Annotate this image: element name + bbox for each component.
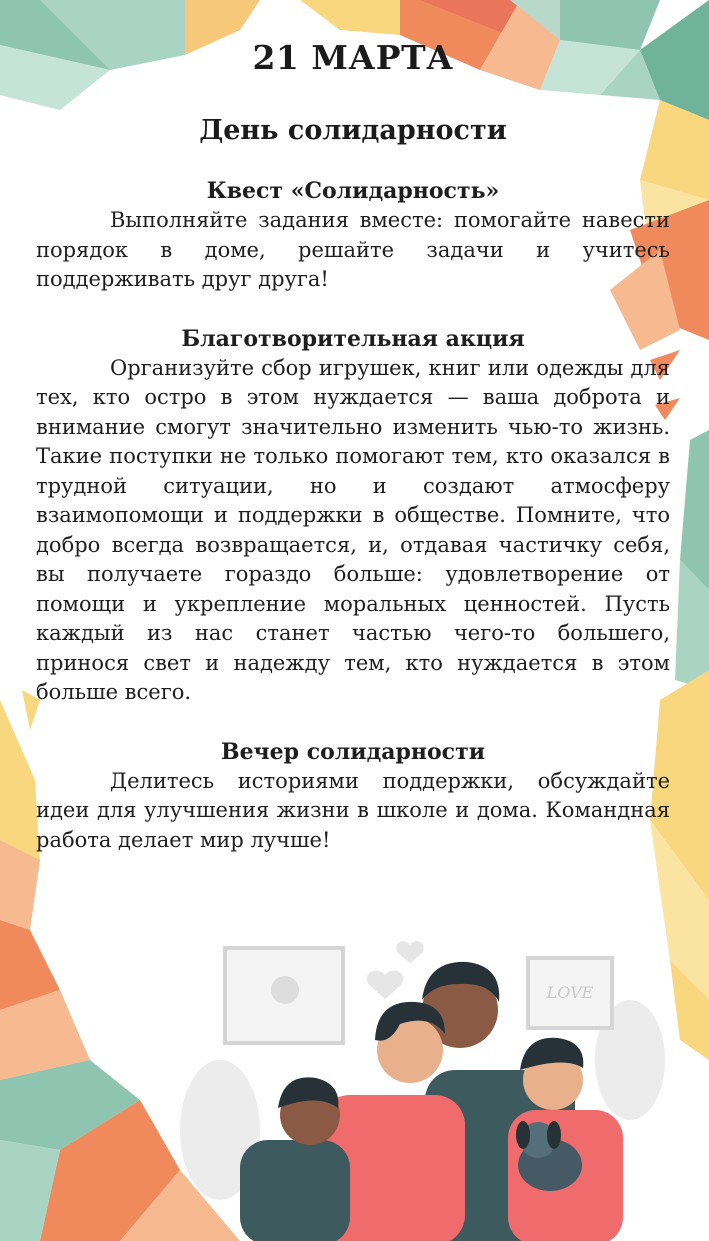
section-text: Делитесь историями поддержки, обсуждайте идеи для улучшения жизни в школе и дома. Командная работа делает мир лучше! [36, 768, 670, 852]
section-quest [36, 176, 670, 295]
section-heading: Квест «Солидарность» [206, 178, 500, 204]
section-heading: Благотворительная акция [181, 325, 525, 352]
flyer-content [36, 38, 670, 855]
section-evening [36, 737, 670, 856]
section-heading: Вечер солидарности [220, 738, 486, 765]
holiday-subtitle: День солидарности [199, 115, 507, 146]
section-text: Организуйте сбор игрушек, книг или одежды для тех, кто остро в этом нуждается — ваша доброта и внимание смогут значительно изменить чью-то жизнь. Такие поступки не только помогают тем, кто оказался в трудной ситуации, но и создают атмосферу взаимопомощи и поддержки в обществе. Помните, что добро всегда возвращается, и, отдавая частичку себя, вы получаете гораздо больше: удовлетворение от помощи и укрепление моральных ценностей. Пусть каждый из нас станет частью чего-то большего, принося свет и надежду тем, кто нуждается в этом больше всего. [36, 355, 670, 704]
date-title: 21 МАРТА [252, 38, 454, 77]
section-text: Выполняйте задания вместе: помогайте навести порядок в доме, решайте задачи и учитесь поддерживать друг друга! [36, 208, 670, 291]
family-hug-illustration [170, 930, 670, 1241]
section-charity [36, 324, 670, 708]
love-frame-text: LOVE [546, 983, 594, 1002]
